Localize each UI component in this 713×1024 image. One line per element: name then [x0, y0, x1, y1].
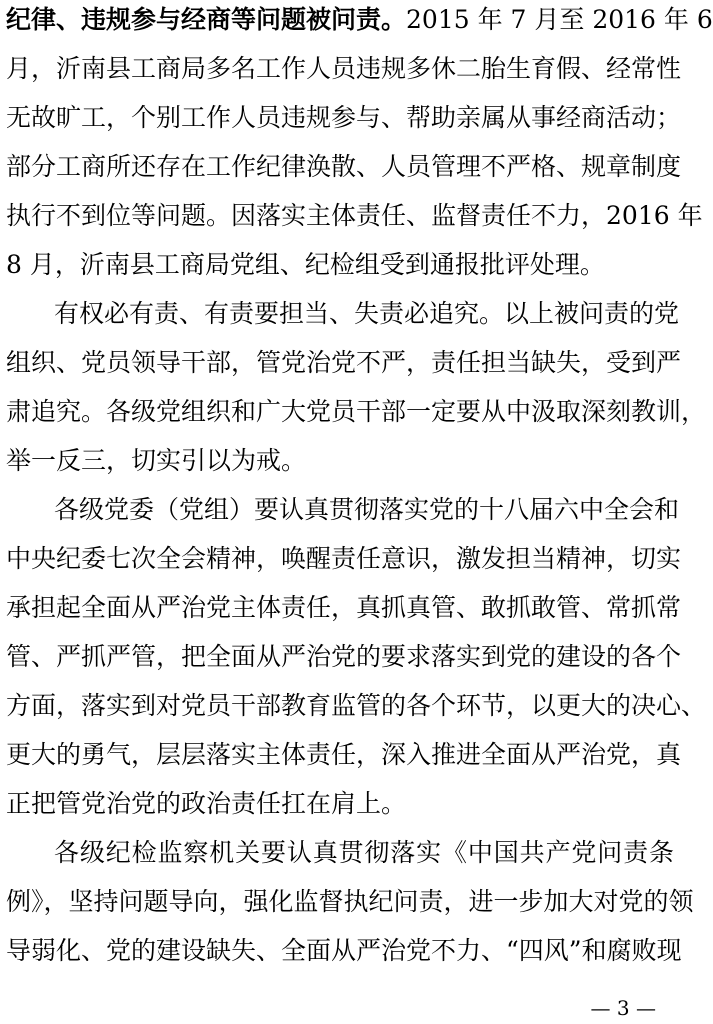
- paragraph-1-line-4: 部分工商所还存在工作纪律涣散、人员管理不严格、规章制度: [6, 152, 682, 181]
- page-number: — 3 —: [590, 996, 656, 1020]
- paragraph-2-line-2: 组织、党员领导干部，管党治党不严，责任担当缺失，受到严: [6, 348, 682, 377]
- paragraph-1-line-1: [6, 2, 713, 38]
- paragraph-1-line-5: 执行不到位等问题。因落实主体责任、监督责任不力，2016 年: [6, 201, 703, 230]
- paragraph-2-line-1: 有权必有责、有责要担当、失责必追究。以上被问责的党: [54, 299, 680, 328]
- paragraph-3-line-1: 各级党委（党组）要认真贯彻落实党的十八届六中全会和: [54, 495, 680, 524]
- paragraph-1-line-2: 月，沂南县工商局多名工作人员违规多休二胎生育假、经常性: [6, 54, 682, 83]
- paragraph-3-line-5: 方面，落实到对党员干部教育监管的各个环节，以更大的决心、: [6, 691, 707, 720]
- date-range-text: 2015 年 7 月至 2016 年 6: [406, 5, 713, 34]
- paragraph-3-line-2: 中央纪委七次全会精神，唤醒责任意识，激发担当精神，切实: [6, 544, 682, 573]
- paragraph-4-line-3: 导弱化、党的建设缺失、全面从严治党不力、“四风”和腐败现: [6, 936, 682, 965]
- paragraph-2-line-4: 举一反三，切实引以为戒。: [6, 446, 307, 475]
- paragraph-1-line-6: 8 月，沂南县工商局党组、纪检组受到通报批评处理。: [6, 250, 605, 279]
- paragraph-2-line-3: 肃追究。各级党组织和广大党员干部一定要从中汲取深刻教训，: [6, 397, 707, 426]
- paragraph-4-line-1: 各级纪检监察机关要认真贯彻落实《中国共产党问责条: [54, 838, 674, 867]
- paragraph-3-line-7: 正把管党治党的政治责任扛在肩上。: [6, 789, 407, 818]
- paragraph-3-line-6: 更大的勇气，层层落实主体责任，深入推进全面从严治党，真: [6, 740, 682, 769]
- paragraph-3-line-4: 管、严抓严管，把全面从严治党的要求落实到党的建设的各个: [6, 642, 682, 671]
- paragraph-1-line-3: 无故旷工，个别工作人员违规参与、帮助亲属从事经商活动；: [6, 103, 682, 132]
- bold-lead-text: 纪律、违规参与经商等问题被问责。: [6, 5, 407, 34]
- paragraph-4-line-2: 例》，坚持问题导向，强化监督执纪问责，进一步加大对党的领: [6, 887, 694, 916]
- paragraph-3-line-3: 承担起全面从严治党主体责任，真抓真管、敢抓敢管、常抓常: [6, 593, 682, 622]
